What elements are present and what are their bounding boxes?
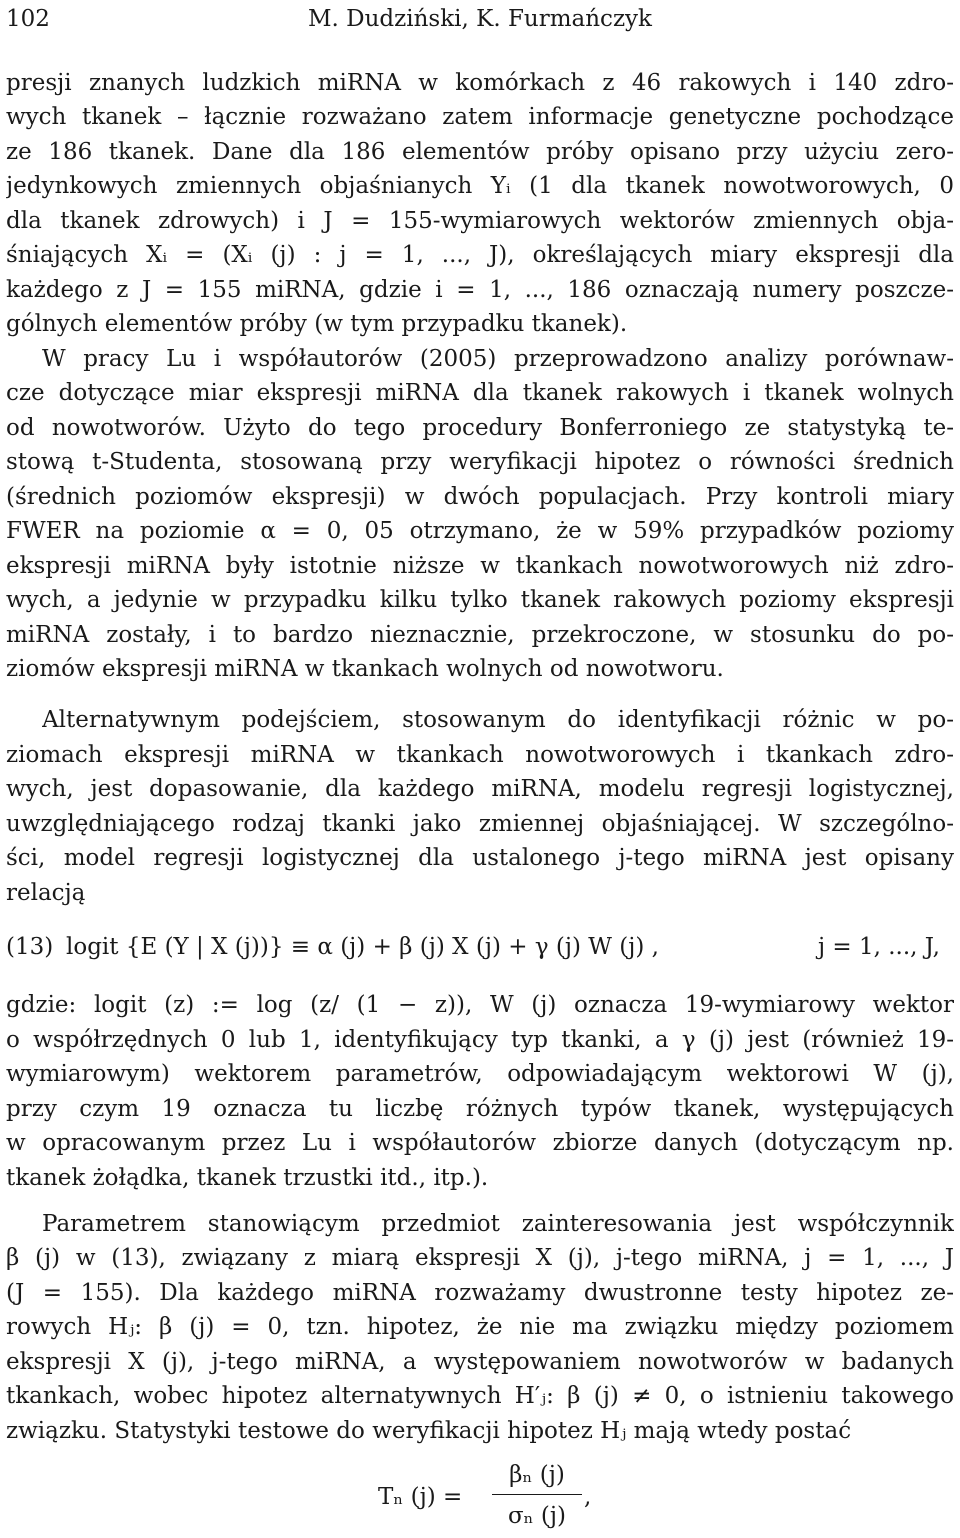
- equation-tail: j = 1, ..., J,: [817, 934, 940, 960]
- paragraph-1-line: presji znanych ludzkich miRNA w komórkach z 46 rakowych i 140 zdro-: [6, 70, 954, 96]
- paragraph-4-line: wymiarowym) wektorem parametrów, odpowiadającym wektorowi W (j),: [6, 1061, 954, 1087]
- paragraph-4-line: tkanek żołądka, tkanek trzustki itd., itp.).: [6, 1165, 489, 1191]
- paragraph-3-line: ści, model regresji logistycznej dla ustalonego j-tego miRNA jest opisany: [6, 845, 954, 871]
- paragraph-1-line: śniających Xᵢ = (Xᵢ (j) : j = 1, ..., J), określających miary ekspresji dla: [6, 242, 954, 268]
- paragraph-4-line: w opracowanym przez Lu i współautorów zbiorze danych (dotyczącym np.: [6, 1130, 954, 1156]
- paragraph-2-line: cze dotyczące miar ekspresji miRNA dla tkanek rakowych i tkanek wolnych: [6, 380, 954, 406]
- paragraph-1-line: gólnych elementów próby (w tym przypadku tkanek).: [6, 311, 628, 337]
- running-head: M. Dudziński, K. Furmańczyk: [308, 6, 652, 32]
- paragraph-1-line: wych tkanek – łącznie rozważano zatem informacje genetyczne pochodzące: [6, 104, 954, 130]
- paragraph-2-line: (średnich poziomów ekspresji) w dwóch populacjach. Przy kontroli miary: [6, 484, 954, 510]
- formula-numerator: βₙ (j): [509, 1462, 565, 1488]
- paragraph-2-line: wych, a jedynie w przypadku kilku tylko tkanek rakowych poziomy ekspresji: [6, 587, 954, 613]
- paragraph-2-line: stową t-Studenta, stosowaną przy weryfikacji hipotez o równości średnich: [6, 449, 954, 475]
- paragraph-3-line: Alternatywnym podejściem, stosowanym do identyfikacji różnic w po-: [42, 707, 954, 733]
- paragraph-2-line: ziomów ekspresji miRNA w tkankach wolnych od nowotworu.: [6, 656, 724, 682]
- paragraph-2-line: od nowotworów. Użyto do tego procedury Bonferroniego ze statystyką te-: [6, 415, 954, 441]
- paragraph-3-line: ziomach ekspresji miRNA w tkankach nowotworowych i tkankach zdro-: [6, 742, 954, 768]
- paragraph-2-line: FWER na poziomie α = 0, 05 otrzymano, że w 59% przypadków poziomy: [6, 518, 954, 544]
- paragraph-5-line: związku. Statystyki testowe do weryfikacji hipotez Hⱼ mają wtedy postać: [6, 1418, 852, 1444]
- formula-lhs: Tₙ (j) =: [378, 1484, 463, 1510]
- paragraph-5-line: tkankach, wobec hipotez alternatywnych H′ⱼ: β (j) ≠ 0, o istnieniu takowego: [6, 1383, 954, 1409]
- paragraph-5-line: rowych Hⱼ: β (j) = 0, tzn. hipotez, że nie ma związku między poziomem: [6, 1314, 954, 1340]
- paragraph-1-line: dla tkanek zdrowych) i J = 155-wymiarowych wektorów zmiennych obja-: [6, 208, 954, 234]
- paragraph-2-line: miRNA zostały, i to bardzo nieznacznie, przekroczone, w stosunku do po-: [6, 622, 954, 648]
- paragraph-5-line: (J = 155). Dla każdego miRNA rozważamy dwustronne testy hipotez ze-: [6, 1280, 954, 1306]
- paragraph-2-line: ekspresji miRNA były istotnie niższe w tkankach nowotworowych niż zdro-: [6, 553, 954, 579]
- fraction-bar: [492, 1494, 582, 1495]
- paragraph-5-line: Parametrem stanowiącym przedmiot zainteresowania jest współczynnik: [42, 1211, 954, 1237]
- paragraph-3-line: relacją: [6, 880, 86, 906]
- equation-body: logit {E (Y | X (j))} ≡ α (j) + β (j) X (j) + γ (j) W (j) ,: [66, 934, 659, 960]
- paragraph-3-line: uwzględniającego rodzaj tkanki jako zmiennej objaśniającej. W szczególno-: [6, 811, 954, 837]
- paragraph-4-line: gdzie: logit (z) := log (z/ (1 − z)), W (j) oznacza 19-wymiarowy wektor: [6, 992, 954, 1018]
- paragraph-4-line: przy czym 19 oznacza tu liczbę różnych typów tkanek, występujących: [6, 1096, 954, 1122]
- equation-number: (13): [6, 934, 54, 960]
- paragraph-2-line: W pracy Lu i współautorów (2005) przeprowadzono analizy porównaw-: [42, 346, 954, 372]
- paragraph-5-line: ekspresji X (j), j-tego miRNA, a występowaniem nowotworów w badanych: [6, 1349, 954, 1375]
- paragraph-1-line: każdego z J = 155 miRNA, gdzie i = 1, ..., 186 oznaczają numery poszcze-: [6, 277, 954, 303]
- test-statistic-formula: [378, 1458, 638, 1538]
- paragraph-1-line: jedynkowych zmiennych objaśnianych Yᵢ (1 dla tkanek nowotworowych, 0: [6, 173, 954, 199]
- paragraph-4-line: o współrzędnych 0 lub 1, identyfikujący typ tkanki, a γ (j) jest (również 19-: [6, 1027, 954, 1053]
- page-number: 102: [6, 6, 50, 32]
- paragraph-5-line: β (j) w (13), związany z miarą ekspresji X (j), j-tego miRNA, j = 1, ..., J: [6, 1245, 954, 1271]
- formula-denominator: σₙ (j): [507, 1503, 567, 1529]
- paragraph-3-line: wych, jest dopasowanie, dla każdego miRNA, modelu regresji logistycznej,: [6, 776, 954, 802]
- formula-tail: ,: [584, 1484, 592, 1510]
- formula-fraction: [492, 1458, 582, 1534]
- paragraph-1-line: ze 186 tkanek. Dane dla 186 elementów próby opisano przy użyciu zero-: [6, 139, 954, 165]
- page-header: [6, 2, 954, 38]
